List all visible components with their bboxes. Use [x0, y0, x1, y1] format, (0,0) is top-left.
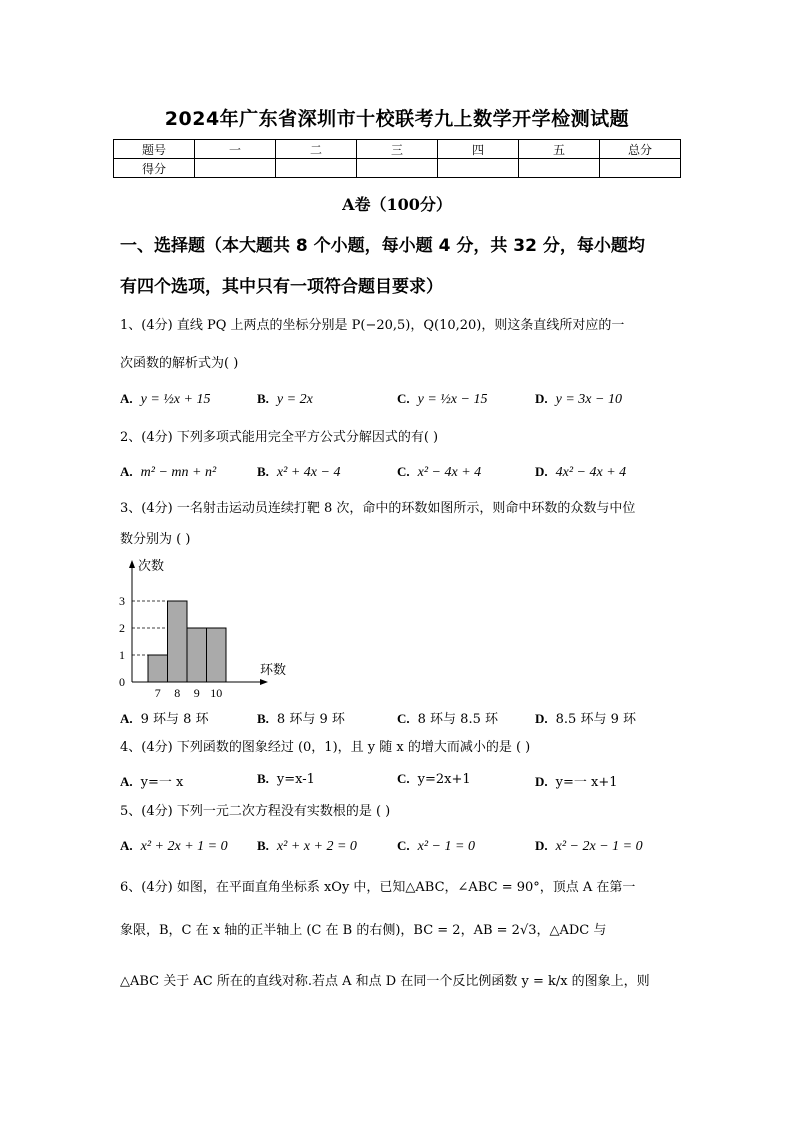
question-1-option-c[interactable] — [397, 391, 487, 408]
question-3-option-b[interactable] — [257, 708, 345, 727]
shooting-bar-chart — [112, 556, 292, 704]
bar — [187, 628, 207, 682]
y-tick-label: 0 — [119, 675, 125, 689]
question-3-option-d[interactable] — [535, 708, 636, 727]
score-input-cell[interactable] — [519, 159, 600, 178]
question-3-text-cont: 数分别为 ( ) — [120, 532, 191, 547]
option-letter: C. — [397, 391, 410, 406]
option-letter: D. — [535, 711, 548, 726]
section-a-title: A卷（100分） — [342, 195, 452, 214]
document-title: 2024年广东省深圳市十校联考九上数学开学检测试题 — [164, 108, 630, 130]
option-text: 9 环与 8 环 — [140, 712, 209, 727]
question-1-option-b[interactable] — [257, 391, 313, 408]
score-table-cell: 二 — [276, 140, 357, 159]
option-letter: C. — [397, 464, 410, 479]
option-letter: A. — [120, 838, 133, 853]
score-table-cell: 四 — [438, 140, 519, 159]
option-text: x² − 2x − 1 = 0 — [555, 839, 643, 854]
x-tick-label: 7 — [154, 686, 161, 700]
score-table-cell: 五 — [519, 140, 600, 159]
option-text: 4x² − 4x + 4 — [555, 465, 627, 480]
bar — [207, 628, 227, 682]
option-text: y=一 x — [140, 775, 184, 790]
option-letter: B. — [257, 711, 269, 726]
question-6-text: 6、(4分) 如图，在平面直角坐标系 xOy 中，已知△ABC，∠ABC = 90°，顶点 A 在第一 — [120, 880, 636, 895]
option-text: x² − 4x + 4 — [417, 465, 482, 480]
question-2-text: 2、(4分) 下列多项式能用完全平方公式分解因式的有( ) — [120, 430, 439, 445]
option-letter: D. — [535, 838, 548, 853]
question-2-option-b[interactable] — [257, 464, 340, 481]
option-text: y=一 x+1 — [555, 775, 618, 790]
option-text: x² + x + 2 = 0 — [276, 839, 357, 854]
score-table-cell: 题号 — [114, 140, 195, 159]
option-letter: B. — [257, 391, 269, 406]
question-1-option-a[interactable] — [120, 391, 210, 408]
question-6-text-cont2: △ABC 关于 AC 所在的直线对称.若点 A 和点 D 在同一个反比例函数 y = k/x 的图象上，则 — [120, 974, 650, 989]
question-5-option-c[interactable] — [397, 838, 475, 855]
x-tick-label: 8 — [174, 686, 181, 700]
x-tick-label: 9 — [193, 686, 200, 700]
section-heading-line1: 一、选择题（本大题共 8 个小题，每小题 4 分，共 32 分，每小题均 — [120, 236, 645, 256]
option-text: y=2x+1 — [417, 772, 471, 787]
score-table-cell: 一 — [195, 140, 276, 159]
bar — [148, 655, 168, 682]
question-4-option-b[interactable] — [257, 771, 315, 787]
question-4-text: 4、(4分) 下列函数的图象经过 (0，1)，且 y 随 x 的增大而减小的是 ( ) — [120, 740, 531, 755]
question-5-option-d[interactable] — [535, 838, 643, 855]
option-text: x² + 4x − 4 — [276, 465, 341, 480]
x-axis-arrow — [260, 679, 268, 685]
option-text: 8.5 环与 9 环 — [555, 712, 636, 727]
y-tick-label: 2 — [119, 621, 125, 635]
x-tick-label: 10 — [210, 686, 223, 700]
score-input-cell[interactable] — [195, 159, 276, 178]
x-axis-label: 环数 — [260, 662, 287, 677]
score-input-cell[interactable] — [600, 159, 681, 178]
score-table — [113, 139, 681, 178]
question-1-option-d[interactable] — [535, 391, 622, 408]
score-input-cell[interactable] — [357, 159, 438, 178]
section-heading-line2: 有四个选项，其中只有一项符合题目要求） — [120, 277, 443, 297]
option-letter: C. — [397, 711, 410, 726]
option-letter: C. — [397, 771, 410, 786]
option-letter: C. — [397, 838, 410, 853]
option-text: y=x-1 — [276, 772, 315, 787]
option-letter: A. — [120, 774, 133, 789]
option-letter: B. — [257, 771, 269, 786]
question-2-option-a[interactable] — [120, 464, 216, 481]
question-4-option-d[interactable] — [535, 771, 618, 790]
question-4-option-a[interactable] — [120, 771, 183, 790]
option-letter: A. — [120, 711, 133, 726]
score-table-cell: 得分 — [114, 159, 195, 178]
y-axis-label: 次数 — [138, 558, 165, 573]
question-2-option-d[interactable] — [535, 464, 626, 481]
y-tick-label: 1 — [119, 648, 125, 662]
question-3-text: 3、(4分) 一名射击运动员连续打靶 8 次，命中的环数如图所示，则命中环数的众数与中位 — [120, 501, 636, 516]
option-text: m² − mn + n² — [140, 465, 217, 480]
option-text: y = 2x — [276, 392, 313, 407]
y-tick-label: 3 — [119, 594, 125, 608]
question-5-option-a[interactable] — [120, 838, 228, 855]
question-1-text: 1、(4分) 直线 PQ 上两点的坐标分别是 P(−20,5)，Q(10,20)，则这条直线所对应的一 — [120, 318, 625, 333]
question-3-option-a[interactable] — [120, 708, 209, 727]
y-axis-arrow — [129, 560, 135, 568]
score-table-score-row — [114, 159, 681, 178]
score-table-cell: 总分 — [600, 140, 681, 159]
option-text: y = ½x + 15 — [140, 392, 211, 407]
option-text: 8 环与 9 环 — [276, 712, 345, 727]
question-5-text: 5、(4分) 下列一元二次方程没有实数根的是 ( ) — [120, 804, 391, 819]
question-1-text-cont: 次函数的解析式为( ) — [120, 356, 239, 371]
option-letter: B. — [257, 464, 269, 479]
score-table-cell: 三 — [357, 140, 438, 159]
question-2-option-c[interactable] — [397, 464, 481, 481]
option-letter: B. — [257, 838, 269, 853]
score-table-header-row — [114, 140, 681, 159]
option-text: y = 3x − 10 — [555, 392, 622, 407]
score-input-cell[interactable] — [438, 159, 519, 178]
bar — [168, 601, 188, 682]
question-5-option-b[interactable] — [257, 838, 357, 855]
question-6-text-cont: 象限，B，C 在 x 轴的正半轴上 (C 在 B 的右侧)，BC = 2，AB = 2√3，△ADC 与 — [120, 923, 607, 938]
option-letter: D. — [535, 774, 548, 789]
score-input-cell[interactable] — [276, 159, 357, 178]
option-text: y = ½x − 15 — [417, 392, 488, 407]
option-letter: D. — [535, 391, 548, 406]
option-text: 8 环与 8.5 环 — [417, 712, 498, 727]
option-letter: D. — [535, 464, 548, 479]
option-letter: A. — [120, 464, 133, 479]
option-text: x² + 2x + 1 = 0 — [140, 839, 228, 854]
option-letter: A. — [120, 391, 133, 406]
option-text: x² − 1 = 0 — [417, 839, 475, 854]
question-3-option-c[interactable] — [397, 708, 498, 727]
question-4-option-c[interactable] — [397, 771, 471, 787]
